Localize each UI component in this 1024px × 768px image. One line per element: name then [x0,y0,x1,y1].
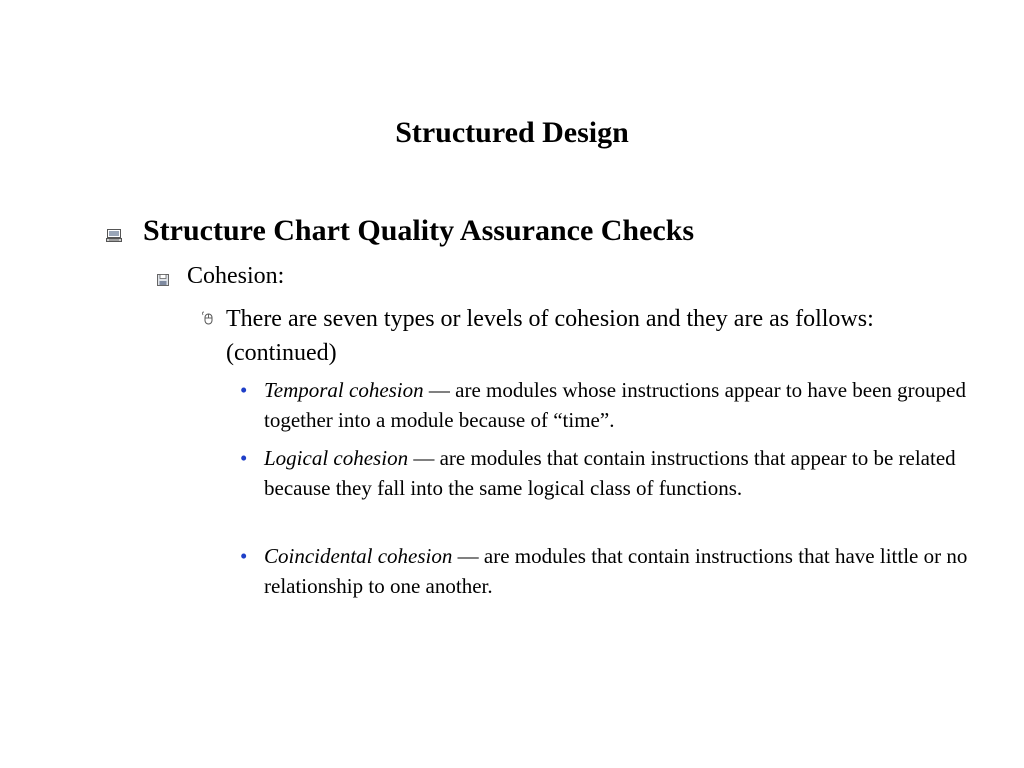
bullet-dot: • [240,378,248,402]
bullet-level1: Structure Chart Quality Assurance Checks [143,214,695,247]
computer-icon [106,229,122,242]
item-term: Logical cohesion [264,446,409,470]
bullet-dot: • [240,544,248,568]
list-item-temporal [264,375,969,435]
item-term: Temporal cohesion [264,378,424,402]
slide-title: Structured Design [395,116,629,149]
item-text: — are modules whose instructions appear to have been grouped together into a module because of “time”. [264,378,966,432]
bullet-level2: Cohesion: [187,263,285,289]
item-text: — are modules that contain instructions that appear to be related because they fall into the same logical class of functions. [264,446,956,500]
item-text: — are modules that contain instructions that have little or no relationship to one another. [264,544,968,598]
floppy-disk-icon [157,273,169,285]
item-term: Coincidental cohesion [264,544,453,568]
mouse-icon [201,311,215,325]
list-item-logical [264,443,969,503]
bullet-level3: There are seven types or levels of cohesion and they are as follows: (continued) [226,306,874,366]
list-item-coincidental [264,541,969,601]
bullet-dot: • [240,446,248,470]
